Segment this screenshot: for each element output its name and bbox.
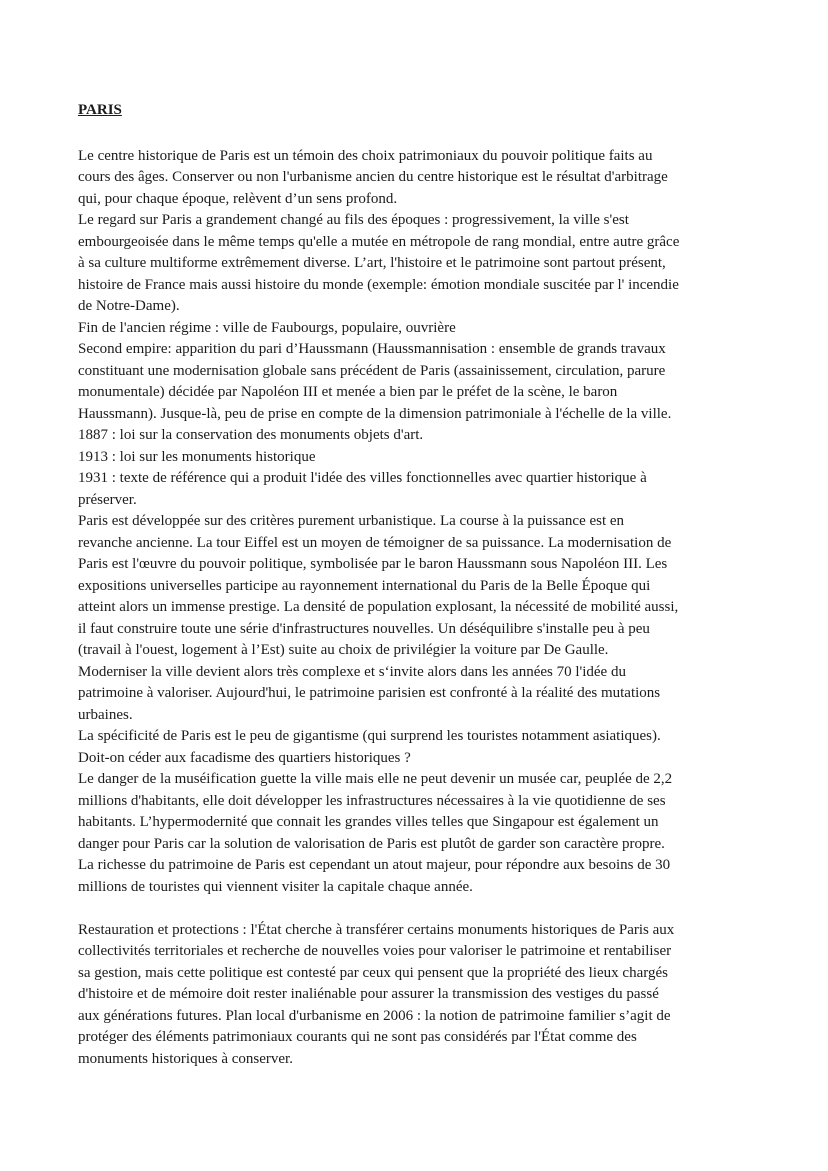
text-line: 1931 : texte de référence qui a produit l'idée des villes fonctionnelles avec quartier historique à bbox=[78, 470, 647, 486]
text-line: Doit-on céder aux facadisme des quartiers historiques ? bbox=[78, 749, 411, 766]
text-line: embourgeoisée dans le même temps qu'elle a mutée en métropole de rang mondial, entre autre grâce bbox=[78, 233, 680, 250]
text-line: (travail à l'ouest, logement à l’Est) suite au choix de privilégier la voiture par De Gaulle. bbox=[78, 642, 609, 658]
text-line: préserver. bbox=[78, 491, 137, 508]
text-line: monumentale) décidée par Napoléon III et menée a bien par le préfet de la scène, le baron bbox=[78, 384, 618, 400]
text-line: danger pour Paris car la solution de valorisation de Paris est plutôt de garder son caractère propre. bbox=[78, 835, 665, 852]
text-line: sa gestion, mais cette politique est contesté par ceux qui pensent que la propriété des lieux chargés bbox=[78, 964, 668, 981]
text-line: Second empire: apparition du pari d’Haussmann (Haussmannisation : ensemble de grands travaux bbox=[78, 341, 666, 357]
text-line: constituant une modernisation globale sans précédent de Paris (assainissement, circulation, parure bbox=[78, 362, 666, 379]
text-line: habitants. L’hypermodernité que connait les grandes villes telles que Singapour est également un bbox=[78, 814, 659, 830]
text-line: millions de touristes qui viennent visiter la capitale chaque année. bbox=[78, 878, 473, 895]
text-line: La spécificité de Paris est le peu de gigantisme (qui surprend les touristes notamment asiatiques). bbox=[78, 728, 661, 744]
document-page bbox=[78, 100, 750, 1070]
text-line: d'histoire et de mémoire doit rester inaliénable pour assurer la transmission des vestiges du passé bbox=[78, 986, 659, 1002]
text-line: Le centre historique de Paris est un témoin des choix patrimoniaux du pouvoir politique faits au bbox=[78, 147, 653, 164]
text-line: cours des âges. Conserver ou non l'urbanisme ancien du centre historique est le résultat d'arbitrage bbox=[78, 169, 668, 185]
text-line: protéger des éléments patrimoniaux courants qui ne sont pas considérés par l'État comme des bbox=[78, 1029, 637, 1045]
text-line: Haussmann). Jusque-là, peu de prise en compte de la dimension patrimoniale à l'échelle de la ville. bbox=[78, 405, 672, 422]
text-line: Paris est développée sur des critères purement urbanistique. La course à la puissance est en bbox=[78, 513, 625, 529]
text-line: à sa culture multiforme extrêmement diverse. L’art, l'histoire et le patrimoine sont partout présent, bbox=[78, 255, 666, 271]
text-line: La richesse du patrimoine de Paris est cependant un atout majeur, pour répondre aux besoins de 30 bbox=[78, 857, 671, 873]
text-line: patrimoine à valoriser. Aujourd'hui, le patrimoine parisien est confronté à la réalité des mutations bbox=[78, 685, 661, 701]
text-line: aux générations futures. Plan local d'urbanisme en 2006 : la notion de patrimoine familier s’agit de bbox=[78, 1007, 671, 1024]
text-line: revanche ancienne. La tour Eiffel est un moyen de témoigner de sa puissance. La modernisation de bbox=[78, 534, 672, 551]
text-line: urbaines. bbox=[78, 706, 133, 723]
text-line: 1913 : loi sur les monuments historique bbox=[78, 448, 316, 465]
text-line: qui, pour chaque époque, relèvent d’un sens profond. bbox=[78, 190, 398, 207]
text-line: atteint alors un immense prestige. La densité de population explosant, la nécessité de mobilité aussi, bbox=[78, 599, 679, 615]
paragraph-gap bbox=[78, 898, 750, 920]
text-line: Moderniser la ville devient alors très complexe et s‘invite alors dans les années 70 l'idée du bbox=[78, 663, 626, 680]
paragraph-block-2 bbox=[78, 920, 750, 1071]
paragraph-block-1 bbox=[78, 146, 750, 899]
text-line: de Notre-Dame). bbox=[78, 298, 180, 314]
text-line: Le regard sur Paris a grandement changé au fils des époques : progressivement, la ville s'est bbox=[78, 212, 629, 228]
text-line: collectivités territoriales et recherche de nouvelles voies pour valoriser le patrimoine et rentabiliser bbox=[78, 943, 672, 959]
text-line: Restauration et protections : l'État cherche à transférer certains monuments historiques de Paris aux bbox=[78, 921, 675, 938]
text-line: Le danger de la muséification guette la ville mais elle ne peut devenir un musée car, peuplée de 2,2 bbox=[78, 771, 673, 787]
text-line: millions d'habitants, elle doit développer les infrastructures nécessaires à la vie quotidienne de ses bbox=[78, 792, 666, 809]
text-line: Paris est l'œuvre du pouvoir politique, symbolisée par le baron Haussmann sous Napoléon III. Les bbox=[78, 556, 668, 572]
text-line: Fin de l'ancien régime : ville de Faubourgs, populaire, ouvrière bbox=[78, 319, 456, 336]
text-line: expositions universelles participe au rayonnement international du Paris de la Belle Époque qui bbox=[78, 577, 651, 594]
text-line: monuments historiques à conserver. bbox=[78, 1050, 293, 1067]
document-title: PARIS bbox=[78, 102, 122, 118]
text-line: histoire de France mais aussi histoire du monde (exemple: émotion mondiale suscitée par l' incendie bbox=[78, 276, 679, 293]
text-line: 1887 : loi sur la conservation des monuments objets d'art. bbox=[78, 427, 424, 443]
text-line: il faut construire toute une série d'infrastructures nouvelles. Un déséquilibre s'installe peu à peu bbox=[78, 620, 650, 637]
